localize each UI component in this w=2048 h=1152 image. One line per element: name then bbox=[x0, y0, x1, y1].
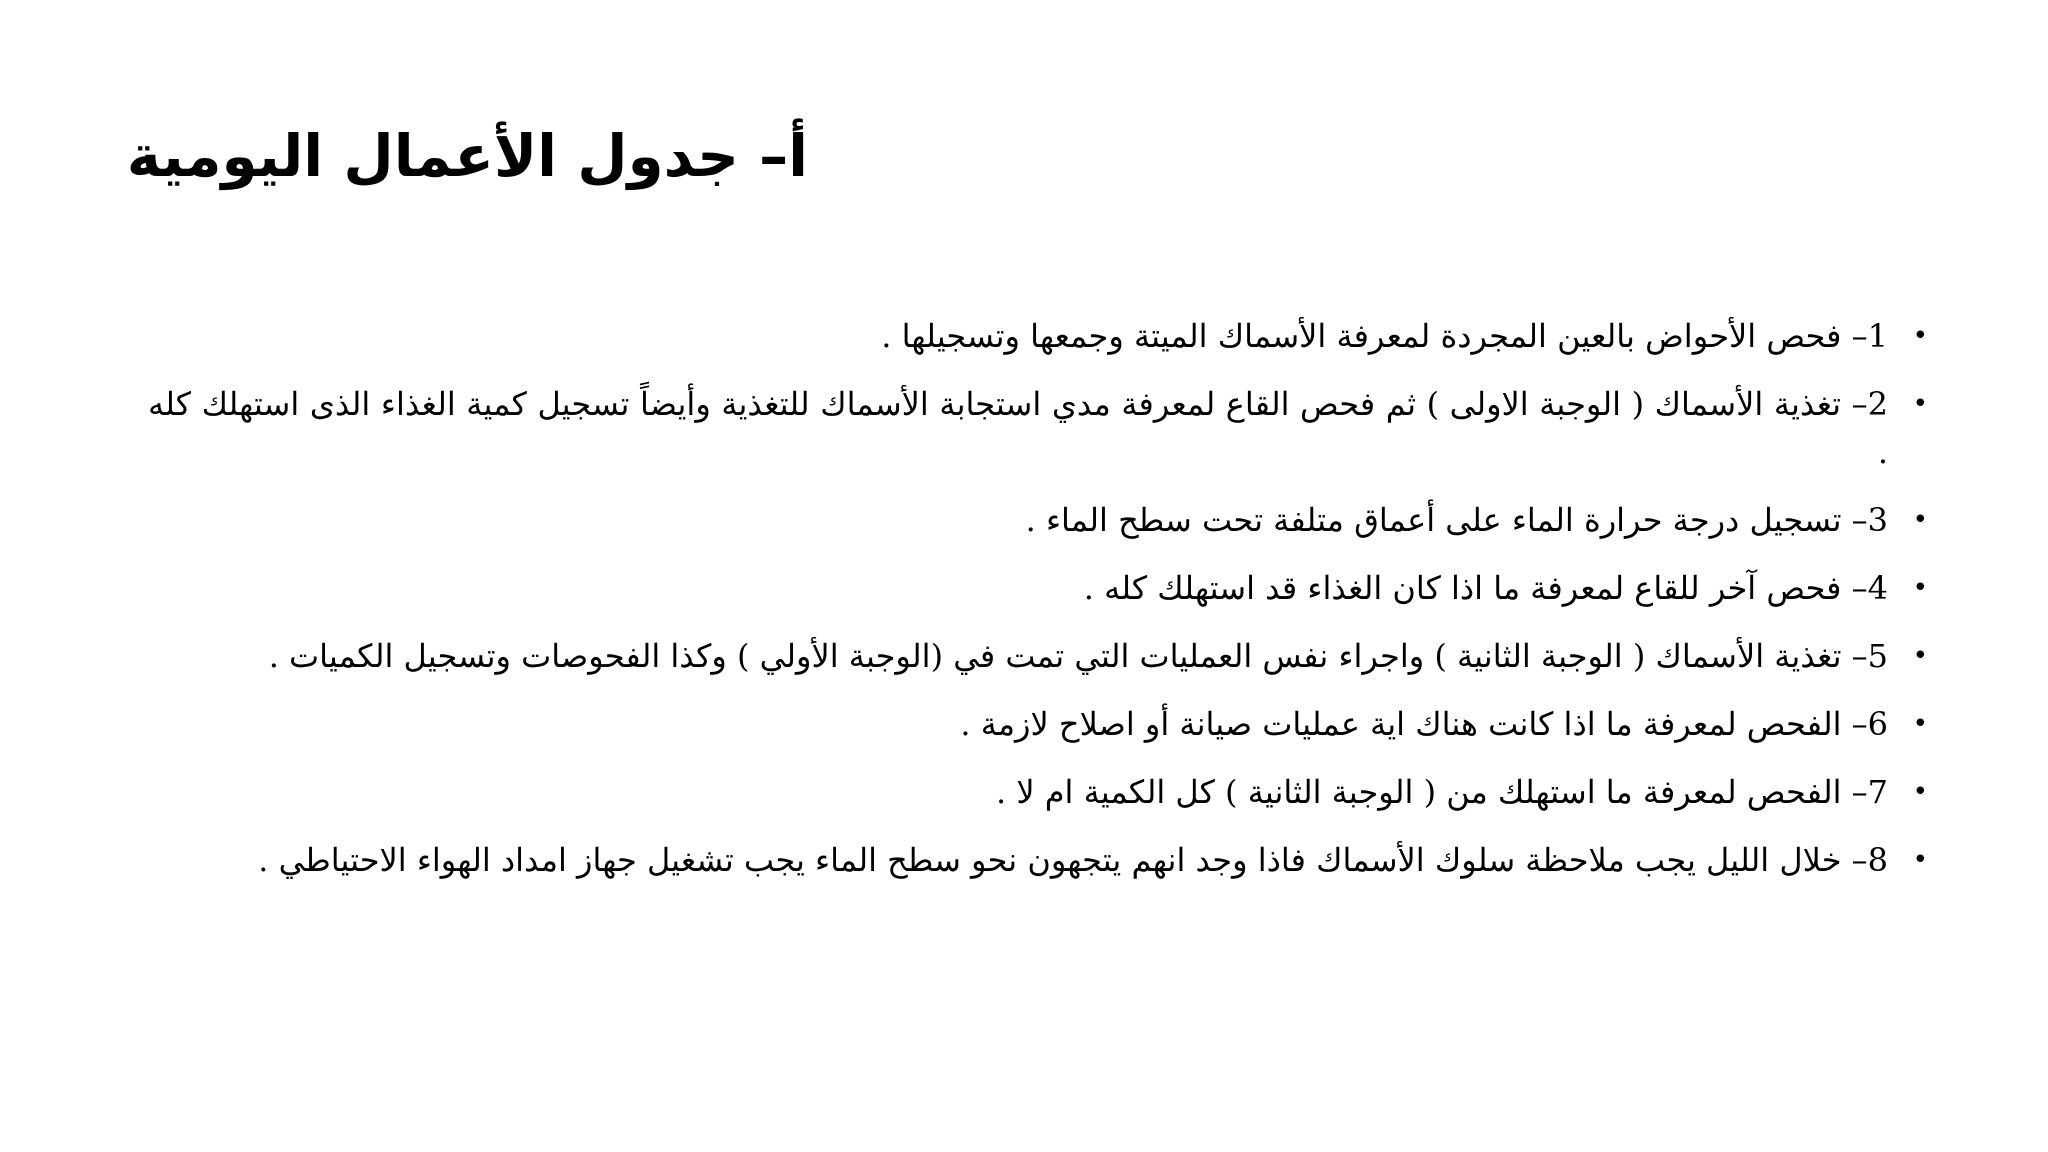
bullet-icon: • bbox=[1912, 709, 1928, 739]
bullet-icon: • bbox=[1912, 505, 1928, 535]
list-item-text: 6– الفحص لمعرفة ما اذا كانت هناك اية عمليات صيانة أو اصلاح لازمة . bbox=[960, 705, 1888, 743]
list-item bbox=[148, 632, 1928, 680]
list-item bbox=[148, 836, 1928, 884]
list-item bbox=[148, 496, 1928, 544]
bullet-icon: • bbox=[1912, 641, 1928, 671]
list-item-text: 1– فحص الأحواض بالعين المجردة لمعرفة الأسماك الميتة وجمعها وتسجيلها . bbox=[881, 317, 1888, 355]
list-item-text: 7– الفحص لمعرفة ما استهلك من ( الوجبة الثانية ) كل الكمية ام لا . bbox=[995, 773, 1888, 811]
list-item bbox=[148, 700, 1928, 748]
list-item bbox=[148, 380, 1928, 476]
bullet-icon: • bbox=[1912, 389, 1928, 419]
bullet-icon: • bbox=[1912, 845, 1928, 875]
bullet-icon: • bbox=[1912, 321, 1928, 351]
list-item-text: 3– تسجيل درجة حرارة الماء على أعماق متلفة تحت سطح الماء . bbox=[1025, 501, 1888, 539]
bullet-icon: • bbox=[1912, 573, 1928, 603]
list-item bbox=[148, 768, 1928, 816]
bullet-list bbox=[148, 312, 1928, 904]
list-item bbox=[148, 312, 1928, 360]
list-item-text: 5– تغذية الأسماك ( الوجبة الثانية ) واجراء نفس العمليات التي تمت في (الوجبة الأولي ) وكذا الفحوصات وتسجيل الكميات . bbox=[268, 637, 1888, 675]
list-item bbox=[148, 564, 1928, 612]
list-item-text: 4– فحص آخر للقاع لمعرفة ما اذا كان الغذاء قد استهلك كله . bbox=[1083, 569, 1888, 607]
list-item-text: 2– تغذية الأسماك ( الوجبة الاولى ) ثم فحص القاع لمعرفة مدي استجابة الأسماك للتغذية وأيضاً تسجيل كمية الغذاء الذى استهلك كله . bbox=[148, 385, 1888, 471]
bullet-icon: • bbox=[1912, 777, 1928, 807]
list-item-text: 8– خلال الليل يجب ملاحظة سلوك الأسماك فاذا وجد انهم يتجهون نحو سطح الماء يجب تشغيل جهاز امداد الهواء الاحتياطي . bbox=[258, 841, 1888, 879]
slide-title: أ– جدول الأعمال اليومية bbox=[126, 122, 808, 190]
